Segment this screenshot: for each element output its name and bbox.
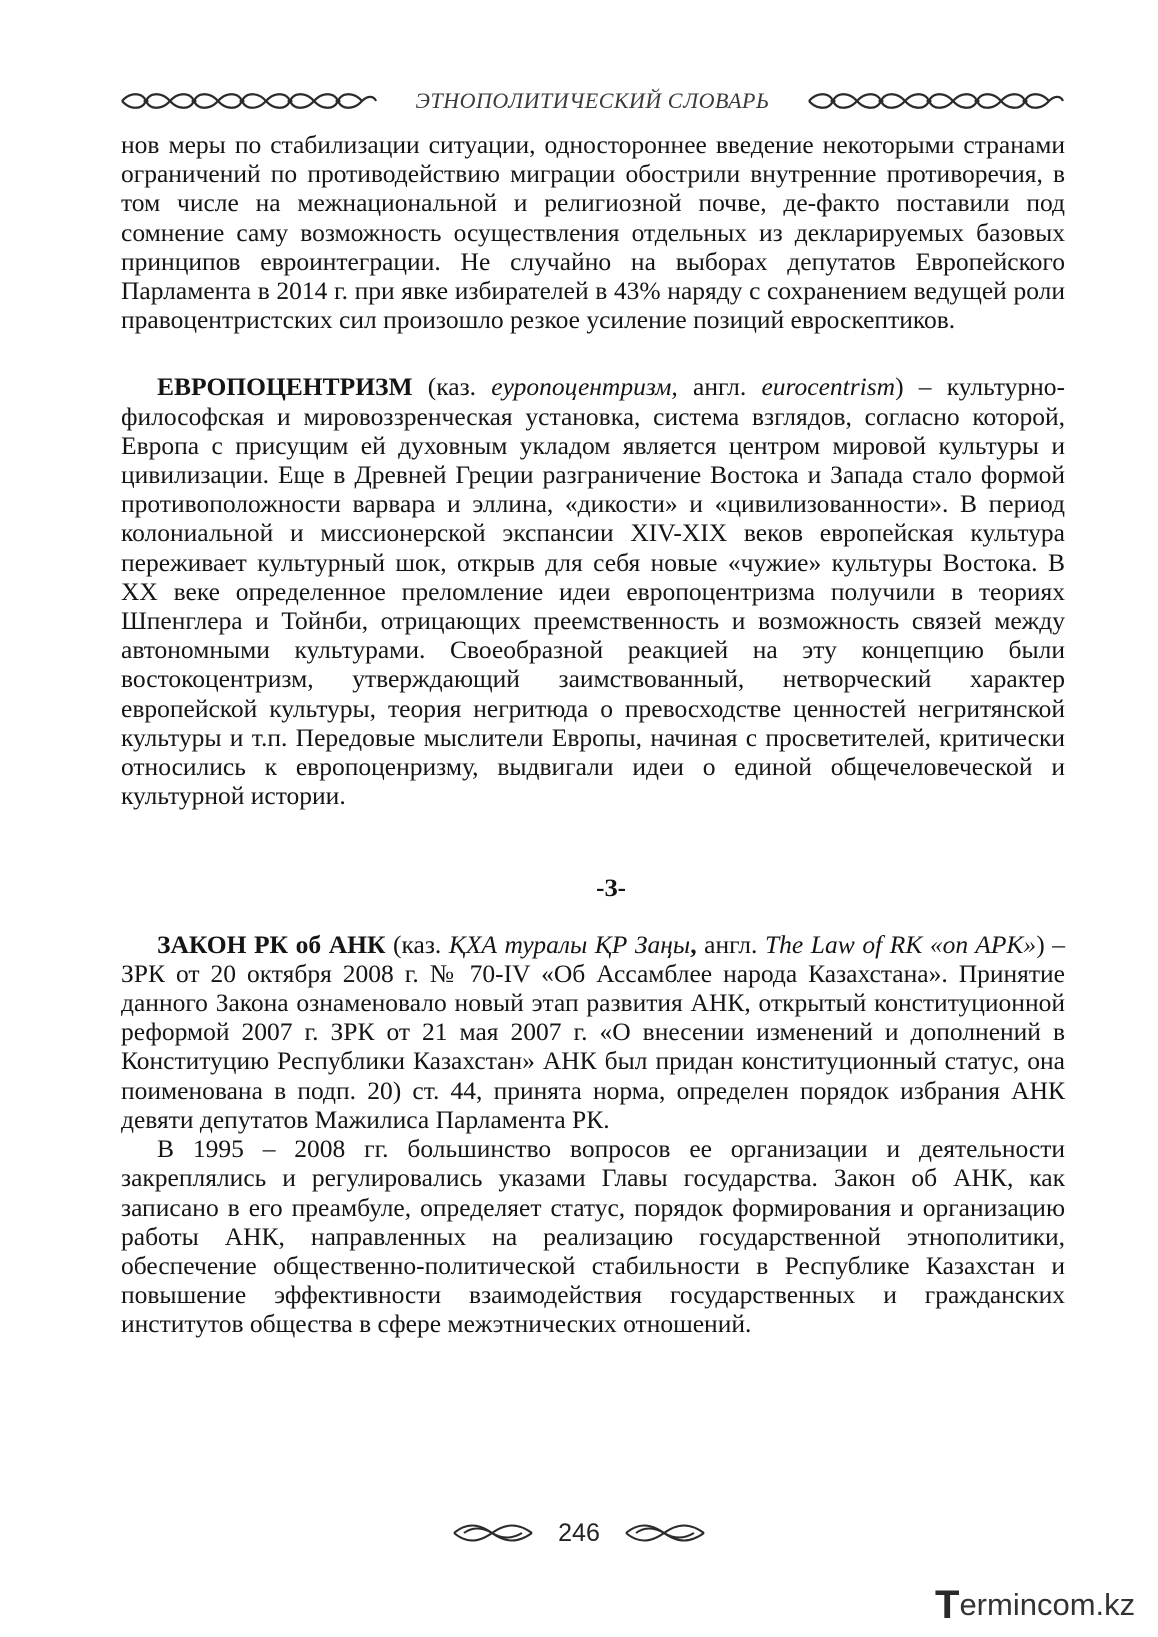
entry-eng-term: eurocentrism (761, 372, 896, 402)
intro-paragraph: нов меры по стабилизации ситуации, одностороннее введение некоторыми странами ограничений по противодействию миграции обострили внутренние противоречия, в том числе на межнациональной и религиозной почве, де-факто поставили под сомнение саму возможность осуществления отдельных из декларируемых базовых принципов евроинтеграции. Не случайно на выборах депутатов Европейского Парламента в 2014 г. при явке избирателей в 43% наряду с сохранением ведущей роли правоцентристских сил произошло резкое усиление позиций евроскептиков. (121, 130, 1065, 335)
entry-paren-open: (каз. (385, 929, 449, 959)
entry-kaz-term: ҚХА туралы ҚР Заңы (448, 929, 691, 959)
entry-term: ЗАКОН РК об АНК (157, 929, 386, 959)
swirl-ornament-icon (624, 1521, 706, 1545)
entry-paren-open: (каз. (412, 372, 492, 402)
entry-paren-close: ) – (1036, 929, 1066, 959)
entry-eng-label: англ. (677, 372, 762, 402)
site-watermark[interactable] (935, 1582, 1145, 1627)
entry-eng-term: The Law of RK «on APK» (764, 929, 1037, 959)
page-body (121, 130, 1065, 1339)
entry-eurocentrism (121, 372, 1065, 810)
entry-definition: ЗРК от 20 октября 2008 г. № 70-IV «Об Ассамблее народа Казахстана». Принятие данного Закона ознаменовало новый этап развития АНК, открытый конституционной реформой 2007 г. ЗРК от 21 мая 2007 г. «О внесении изменений и дополнений в Конституцию Республики Казахстан» АНК был придан конституционный статус, она поименована в подп. 20) ст. 44, принята норма, определен порядок избрания АНК девяти депутатов Мажилиса Парламента РК. (121, 958, 1065, 1134)
page-footer (0, 1513, 1158, 1553)
running-header (120, 84, 1065, 118)
entry-kaz-term: еуропоцентризм, (491, 372, 678, 402)
ornament-border-icon (120, 90, 378, 112)
swirl-ornament-icon (452, 1521, 534, 1545)
header-title: ЭТНОПОЛИТИЧЕСКИЙ СЛОВАРЬ (415, 88, 770, 113)
ornament-border-icon (807, 90, 1065, 112)
entry-eng-label: англ. (696, 929, 765, 959)
entry-paren-close: ) – (895, 372, 947, 402)
entry-definition: культурно-философская и мировоззренческая установка, система взглядов, согласно которой, Европа с присущим ей духовным укладом является центром мировой культуры и цивилизации. Еще в Древней Греции разграничение Востока и Запада стало формой противоположности варвара и эллина, «дикости» и «цивилизованности». В период колониальной и миссионерской экспансии XIV-XIX веков европейская культура переживает культурный шок, открыв для себя новые «чужие» культуры Востока. В XX веке определенное преломление идеи европоцентризма получили в теориях Шпенглера и Тойнби, отрицающих преемственность и возможность связей между автономными культурами. Своеобразной реакцией на эту концепцию были востокоцентризм, утверждающий заимствованный, нетворческий характер европейской культуры, теория негритюда о превосходстве ценностей негритянской культуры и т.п. Передовые мыслители Европы, начиная с просветителей, критически относились к европоценризму, выдвигали идеи о единой общечеловеческой и культурной истории. (121, 372, 1065, 811)
entry-law (121, 930, 1065, 1134)
page-number: 246 (558, 1518, 600, 1547)
entry-term: ЕВРОПОЦЕНТРИЗМ (157, 372, 413, 402)
entry-law-paragraph-2: В 1995 – 2008 гг. большинство вопросов ее организации и деятельности закреплялись и регулировались указами Главы государства. Закон об АНК, как записано в его преамбуле, определяет статус, порядок формирования и организацию работы АНК, направленных на реализацию государственной этнополитики, обеспечение общественно-политической стабильности в Республике Казахстан и повышение эффективности взаимодействия государственных и гражданских институтов общества в сфере межэтнических отношений. (121, 1134, 1065, 1339)
watermark-logo-letter: T (935, 1582, 960, 1627)
entry-comma: , (690, 929, 697, 959)
section-letter-heading: -З- (596, 875, 626, 903)
watermark-logo-text: ermincom.kz (959, 1587, 1136, 1622)
